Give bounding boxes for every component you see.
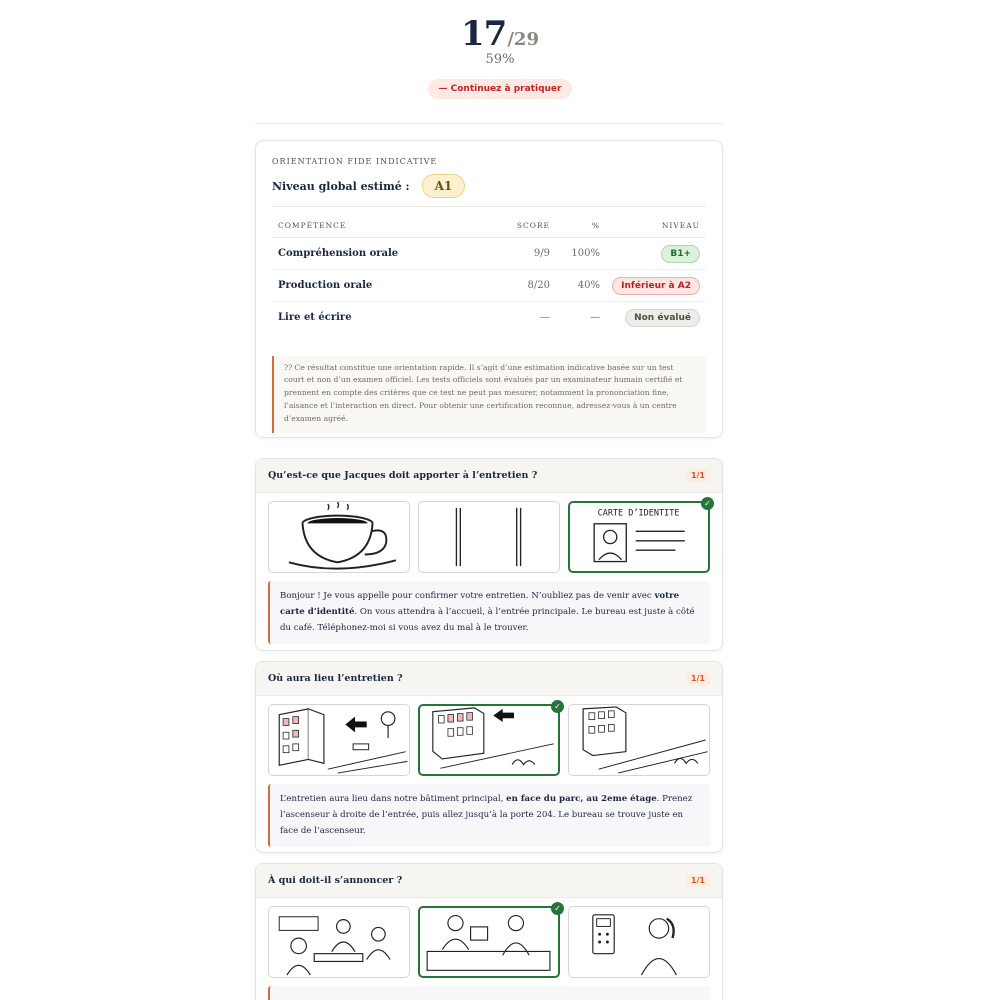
answer-choice[interactable] <box>268 906 410 978</box>
id-card-label: CARTE D’IDENTITE <box>597 508 680 519</box>
answer-choice-correct[interactable] <box>418 906 560 978</box>
coffee-cup-icon <box>269 502 409 572</box>
practice-message-badge: — Continuez à pratiquer <box>428 79 573 99</box>
answer-choice[interactable] <box>268 704 410 776</box>
answer-choice[interactable] <box>568 704 710 776</box>
office-workers-icon <box>269 907 409 977</box>
question-card <box>255 863 723 1000</box>
col-percent: % <box>556 217 606 238</box>
question-title: Où aura lieu l’entretien ? <box>268 673 403 684</box>
score-summary <box>0 14 1000 99</box>
correct-check-icon: ✓ <box>551 902 564 915</box>
competence-score: — <box>540 312 550 324</box>
receptionist-icon <box>420 908 558 976</box>
answer-choice-correct[interactable] <box>568 501 710 573</box>
question-card <box>255 458 723 651</box>
table-row <box>272 238 706 270</box>
question-header <box>256 662 722 696</box>
col-competence: COMPÉTENCE <box>272 217 486 238</box>
table-row <box>272 270 706 302</box>
phone-intercom-icon <box>569 907 709 977</box>
score-value: 17 <box>461 14 507 54</box>
building-street-icon <box>569 705 709 775</box>
col-score: SCORE <box>486 217 556 238</box>
divider <box>255 123 723 124</box>
competence-name: Production orale <box>272 270 486 302</box>
id-card-icon <box>570 503 708 571</box>
global-level-row <box>272 174 706 198</box>
question-score-badge: 1/1 <box>686 874 710 887</box>
competence-score: 9/9 <box>486 238 556 270</box>
level-badge: Non évalué <box>625 309 700 327</box>
transcript <box>268 986 710 1000</box>
question-score-badge: 1/1 <box>686 672 710 685</box>
building-arrow-icon <box>420 706 558 774</box>
score-total: /29 <box>507 29 539 50</box>
answer-choices <box>256 493 722 573</box>
divider <box>272 206 706 207</box>
question-title: Qu’est-ce que Jacques doit apporter à l’entretien ? <box>268 470 538 481</box>
global-level-label: Niveau global estimé : <box>272 179 410 193</box>
col-level: NIVEAU <box>606 217 706 238</box>
orientation-eyebrow: ORIENTATION FIDE INDICATIVE <box>272 157 438 166</box>
transcript: L’entretien aura lieu dans notre bâtiment principal, en face du parc, au 2eme étage. Prenez l’ascenseur à droite de l’entrée, puis allez jusqu’à la porte 204. Le bureau se trouve juste en face de l’ascenseur. <box>268 784 710 847</box>
correct-check-icon: ✓ <box>701 497 714 510</box>
competence-table <box>272 217 706 334</box>
building-park-icon <box>269 705 409 775</box>
competence-score: 8/20 <box>486 270 556 302</box>
level-badge: Inférieur à A2 <box>612 277 700 295</box>
answer-choices <box>256 898 722 978</box>
transcript: Bonjour ! Je vous appelle pour confirmer votre entretien. N’oubliez pas de venir avec votre carte d’identité. On vous attendra à l’accueil, à l’entrée principale. Le bureau est juste à côté du café. Téléphonez-moi si vous avez du mal à le trouver. <box>268 581 710 644</box>
answer-choice[interactable] <box>268 501 410 573</box>
global-level-badge: A1 <box>422 174 466 198</box>
competence-percent: 40% <box>556 270 606 302</box>
correct-check-icon: ✓ <box>551 700 564 713</box>
answer-choice[interactable] <box>568 906 710 978</box>
question-header <box>256 459 722 493</box>
competence-name: Compréhension orale <box>272 238 486 270</box>
question-card <box>255 661 723 853</box>
table-header-row <box>272 217 706 238</box>
competence-percent: 100% <box>556 238 606 270</box>
disclaimer-note: ?? Ce résultat constitue une orientation rapide. Il s’agit d’une estimation indicative basée sur un test court et non d’un examen officiel. Les tests officiels sont évalués par un examinateur humain certifié et prennent en compte des critères que ce test ne peut pas mesurer, notamment la prononciation fine, l’aisance et l’interaction en direct. Pour obtenir une certification reconnue, adressez-vous à un centre d’examen agréé. <box>272 356 706 434</box>
score-percent: 59% <box>485 52 515 67</box>
question-score-badge: 1/1 <box>686 469 710 482</box>
competence-percent: — <box>590 312 600 324</box>
question-title: À qui doit-il s’annoncer ? <box>268 875 403 886</box>
question-header <box>256 864 722 898</box>
vertical-lines-icon <box>419 502 559 572</box>
answer-choice[interactable] <box>418 501 560 573</box>
level-badge: B1+ <box>661 245 700 263</box>
table-row <box>272 302 706 334</box>
answer-choice-correct[interactable] <box>418 704 560 776</box>
competence-name: Lire et écrire <box>278 312 352 324</box>
orientation-card <box>255 140 723 438</box>
answer-choices <box>256 696 722 776</box>
